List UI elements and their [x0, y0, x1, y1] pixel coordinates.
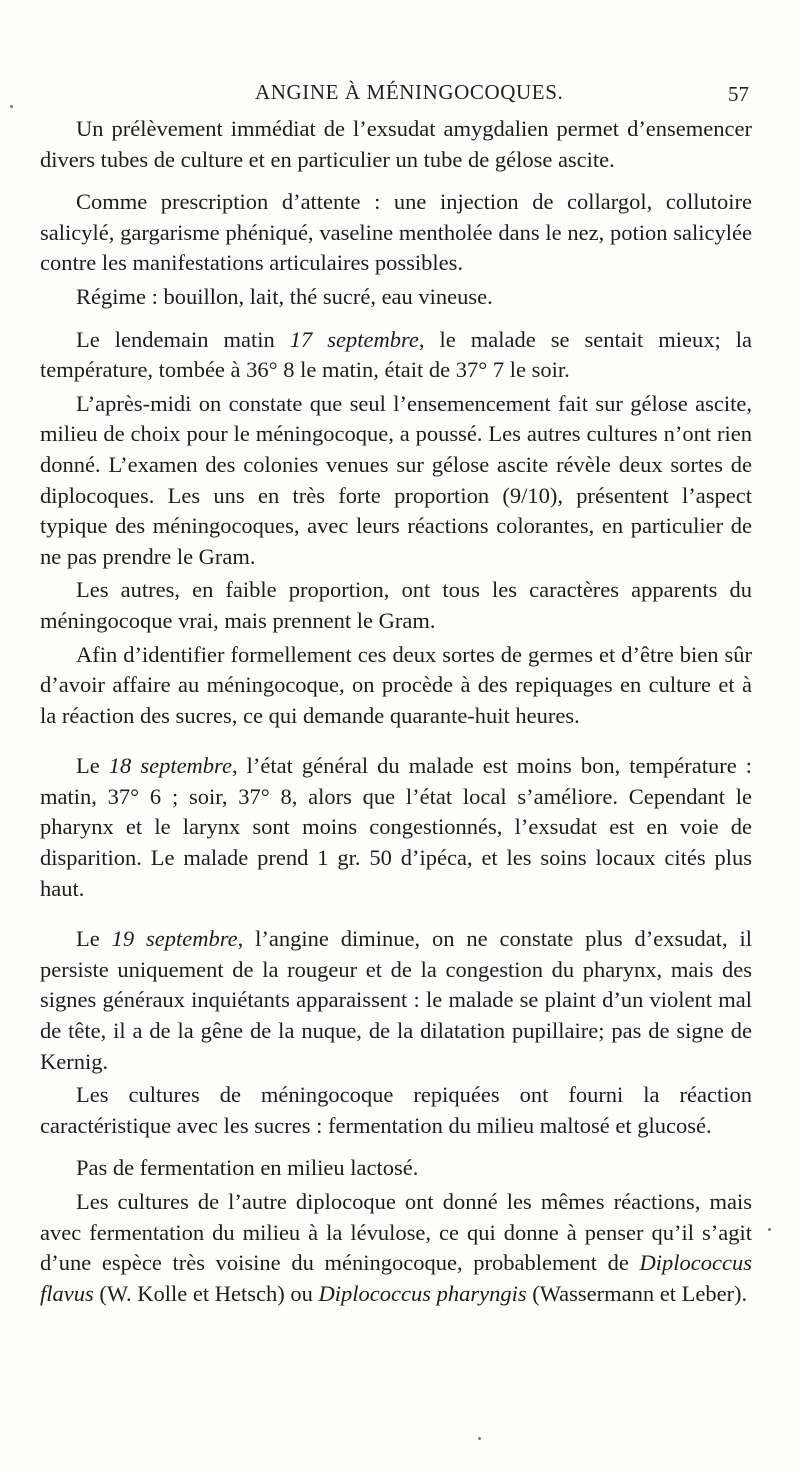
- paragraph-text: Régime : bouillon, lait, thé sucré, eau vineuse.: [76, 283, 493, 309]
- paragraph-text: L’après-midi on constate que seul l’ensemencement fait sur gélose ascite, milieu de choix pour le méningocoque, a poussé. Les autres cultures n’ont rien donné. L’examen des colonies venues sur gélose ascite révèle deux sortes de diplocoques. Les uns en très forte proportion (9/10), présentent l’aspect typique des méningocoques, avec leurs réactions colorantes, en particulier de ne pas prendre le Gram.: [40, 390, 752, 569]
- paragraph-text: Pas de fermentation en milieu lactosé.: [76, 1155, 419, 1181]
- running-title: ANGINE À MÉNINGOCOQUES.: [255, 80, 564, 104]
- running-head: [0, 80, 800, 110]
- paragraph-les-autres: [40, 575, 752, 636]
- paragraph-text: Le: [76, 926, 112, 952]
- paragraph-afin: [40, 640, 752, 732]
- paragraph-19-septembre: [40, 924, 752, 1077]
- paragraph-18-septembre: [40, 751, 752, 904]
- date-18-septembre: 18 septembre: [108, 753, 232, 779]
- paragraph-text: Les autres, en faible proportion, ont tous les caractères apparents du méningocoque vrai, mais prennent le Gram.: [40, 577, 752, 633]
- print-speck: [10, 105, 13, 108]
- paragraph-prelevement: [40, 114, 752, 175]
- paragraph-text: , le malade se sentait mieux; la température, tombée à 36° 8 le matin, était de 37° 7 le soir.: [40, 326, 753, 383]
- page-number: 57: [728, 82, 749, 106]
- paragraph-text: Un prélèvement immédiat de l’exsudat amygdalien permet d’ensemencer divers tubes de culture et en particulier un tube de gélose ascite.: [40, 116, 752, 172]
- paragraph-text: Le lendemain matin: [76, 326, 290, 352]
- species-diplococcus-flavus: Diplococcus flavus: [40, 1250, 752, 1306]
- paragraph-17-septembre: [40, 325, 752, 386]
- paragraph-regime: [40, 282, 752, 313]
- paragraph-autre-diplocoque: [40, 1187, 752, 1309]
- paragraph-text: Les cultures de l’autre diplocoque ont donné les mêmes réactions, mais avec fermentation du milieu à la lévulose, ce qui donne à penser qu’il s’agit d’une espèce très voisine du méningocoque, probablement de: [40, 1189, 752, 1276]
- paragraph-text: , l’état général du malade est moins bon, température : matin, 37° 6 ; soir, 37° 8, alors que l’état local s’améliore. Cependant le pharynx et le larynx sont moins congestionnés, l’exsudat est en voie de disparition. Le malade prend 1 gr. 50 d’ipéca, et les soins locaux cités plus haut.: [40, 753, 752, 901]
- paragraph-text: Les cultures de méningocoque repiquées ont fourni la réaction caractéristique avec les sucres : fermentation du milieu maltosé et glucosé.: [40, 1082, 752, 1138]
- paragraph-text: Afin d’identifier formellement ces deux sortes de germes et d’être bien sûr d’avoir affaire au méningocoque, on procède à des repiquages en culture et à la réaction des sucres, ce qui demande quarante-huit heures.: [40, 641, 752, 728]
- date-19-septembre: 19 septembre: [111, 926, 238, 952]
- print-speck: [478, 1437, 481, 1440]
- paragraph-pas-de-fermentation: [40, 1153, 752, 1184]
- paragraph-text: , l’angine diminue, on ne constate plus d’exsudat, il persiste uniquement de la rougeur et de la congestion du pharynx, mais des signes généraux inquiétants apparaissent : le malade se plaint d’un violent mal de tête, il a de la gêne de la nuque, de la dilatation pupillaire; pas de signe de Kernig.: [40, 926, 753, 1074]
- paragraph-cultures-meningocoque: [40, 1080, 752, 1141]
- paragraph-prescription: [40, 187, 752, 279]
- date-17-septembre: 17 septembre: [289, 326, 419, 352]
- paragraph-text: (W. Kolle et Hetsch) ou: [93, 1280, 319, 1306]
- body-text: [40, 114, 752, 1309]
- paragraph-text: Comme prescription d’attente : une injection de collargol, collutoire salicylé, gargarisme phéniqué, vaseline mentholée dans le nez, potion salicylée contre les manifestations articulaires possibles.: [40, 189, 752, 276]
- paragraph-text: (Wassermann et Leber).: [526, 1280, 748, 1306]
- paragraph-text: Le: [76, 753, 109, 779]
- species-diplococcus-pharyngis: Diplococcus pharyngis: [318, 1280, 527, 1306]
- print-speck: [768, 1228, 771, 1231]
- paragraph-apres-midi: [40, 389, 752, 573]
